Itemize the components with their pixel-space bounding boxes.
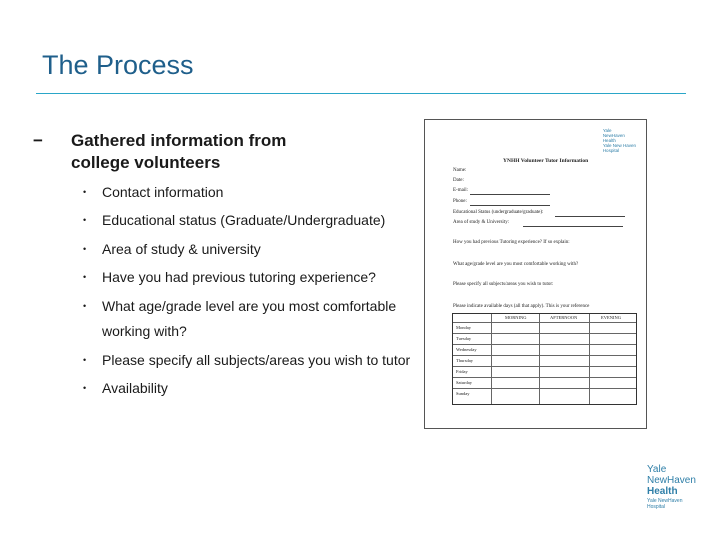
- form-question: Please indicate available days (all that apply). This is your reference: [453, 304, 590, 309]
- form-field-label: Date:: [453, 178, 464, 183]
- form-question: How you had previous Tutoring experience? If so explain:: [453, 240, 570, 245]
- form-field-line: [523, 226, 623, 227]
- grid-column-header: AFTERNOON: [550, 315, 578, 320]
- bullet-icon: •: [83, 244, 87, 254]
- grid-day-label: Wednesday: [456, 347, 477, 352]
- brand-line: Yale NewHaven: [647, 498, 683, 504]
- grid-line: [453, 388, 636, 389]
- sub-bullet-text: Please specify all subjects/areas you wish to tutor: [102, 352, 411, 368]
- main-bullet-text: Gathered information from college volunteers: [71, 131, 287, 172]
- title-divider: [36, 93, 686, 94]
- form-logo-line: Yale: [602, 128, 612, 133]
- grid-day-label: Sunday: [456, 391, 470, 396]
- bullet-icon: •: [83, 383, 87, 393]
- grid-line: [453, 322, 636, 323]
- grid-day-label: Tuesday: [456, 336, 472, 341]
- form-field-label: Name:: [453, 168, 467, 173]
- grid-line: [453, 366, 636, 367]
- grid-day-label: Thursday: [456, 358, 473, 363]
- grid-column-header: MORNING: [505, 315, 527, 320]
- form-title: YNHH Volunteer Tutor Information: [503, 158, 589, 164]
- form-field-label: E-mail:: [453, 188, 468, 193]
- form-question: What age/grade level are you most comfortable working with?: [453, 262, 579, 267]
- bullet-icon: •: [83, 215, 87, 225]
- brand-logo: [647, 464, 696, 510]
- form-logo-line: Hospital: [602, 148, 620, 153]
- bullet-icon: •: [83, 301, 87, 311]
- dash-marker: −: [33, 131, 43, 150]
- form-question: Please specify all subjects/areas you wish to tutor:: [453, 282, 554, 287]
- brand-line: Yale: [647, 464, 667, 475]
- brand-line: Hospital: [647, 503, 666, 510]
- availability-grid: [452, 313, 637, 405]
- bullet-icon: •: [83, 187, 87, 197]
- grid-line: [453, 333, 636, 334]
- form-field-label: Area of study & University:: [453, 220, 510, 225]
- grid-line: [491, 314, 492, 404]
- form-field-label: Educational Status (undergraduate/graduate):: [453, 210, 544, 215]
- grid-line: [589, 314, 590, 404]
- grid-column-header: EVENING: [601, 315, 621, 320]
- grid-line: [453, 355, 636, 356]
- form-field-line: [470, 194, 550, 195]
- brand-line: Health: [647, 486, 678, 497]
- sub-bullet-text: Contact information: [102, 184, 224, 200]
- grid-day-label: Friday: [456, 369, 468, 374]
- sub-bullet-text: Educational status (Graduate/Undergraduate): [102, 212, 386, 228]
- bullet-icon: •: [83, 272, 87, 282]
- sub-bullet-text: What age/grade level are you most comfortable: [102, 298, 397, 314]
- sub-bullet-text: Have you had previous tutoring experience?: [102, 269, 376, 285]
- grid-day-label: Saturday: [456, 380, 472, 385]
- form-logo-line: NewHaven: [602, 133, 625, 138]
- sub-bullet-text: Area of study & university: [102, 241, 261, 257]
- bullet-icon: •: [83, 355, 87, 365]
- form-field-line: [470, 205, 550, 206]
- form-logo-line: Yale New Haven: [602, 143, 636, 148]
- form-logo: [603, 128, 636, 153]
- bullet-continuation: working with?: [102, 323, 187, 339]
- tutor-form-thumbnail: [424, 119, 647, 429]
- brand-line: NewHaven: [647, 475, 696, 486]
- form-logo-line: Health: [602, 138, 616, 143]
- grid-day-label: Monday: [456, 325, 471, 330]
- grid-line: [453, 344, 636, 345]
- grid-line: [539, 314, 540, 404]
- sub-bullet-text: Availability: [102, 380, 168, 396]
- form-field-line: [555, 216, 625, 217]
- form-field-label: Phone:: [453, 199, 467, 204]
- grid-line: [453, 377, 636, 378]
- slide-title: The Process: [42, 50, 194, 80]
